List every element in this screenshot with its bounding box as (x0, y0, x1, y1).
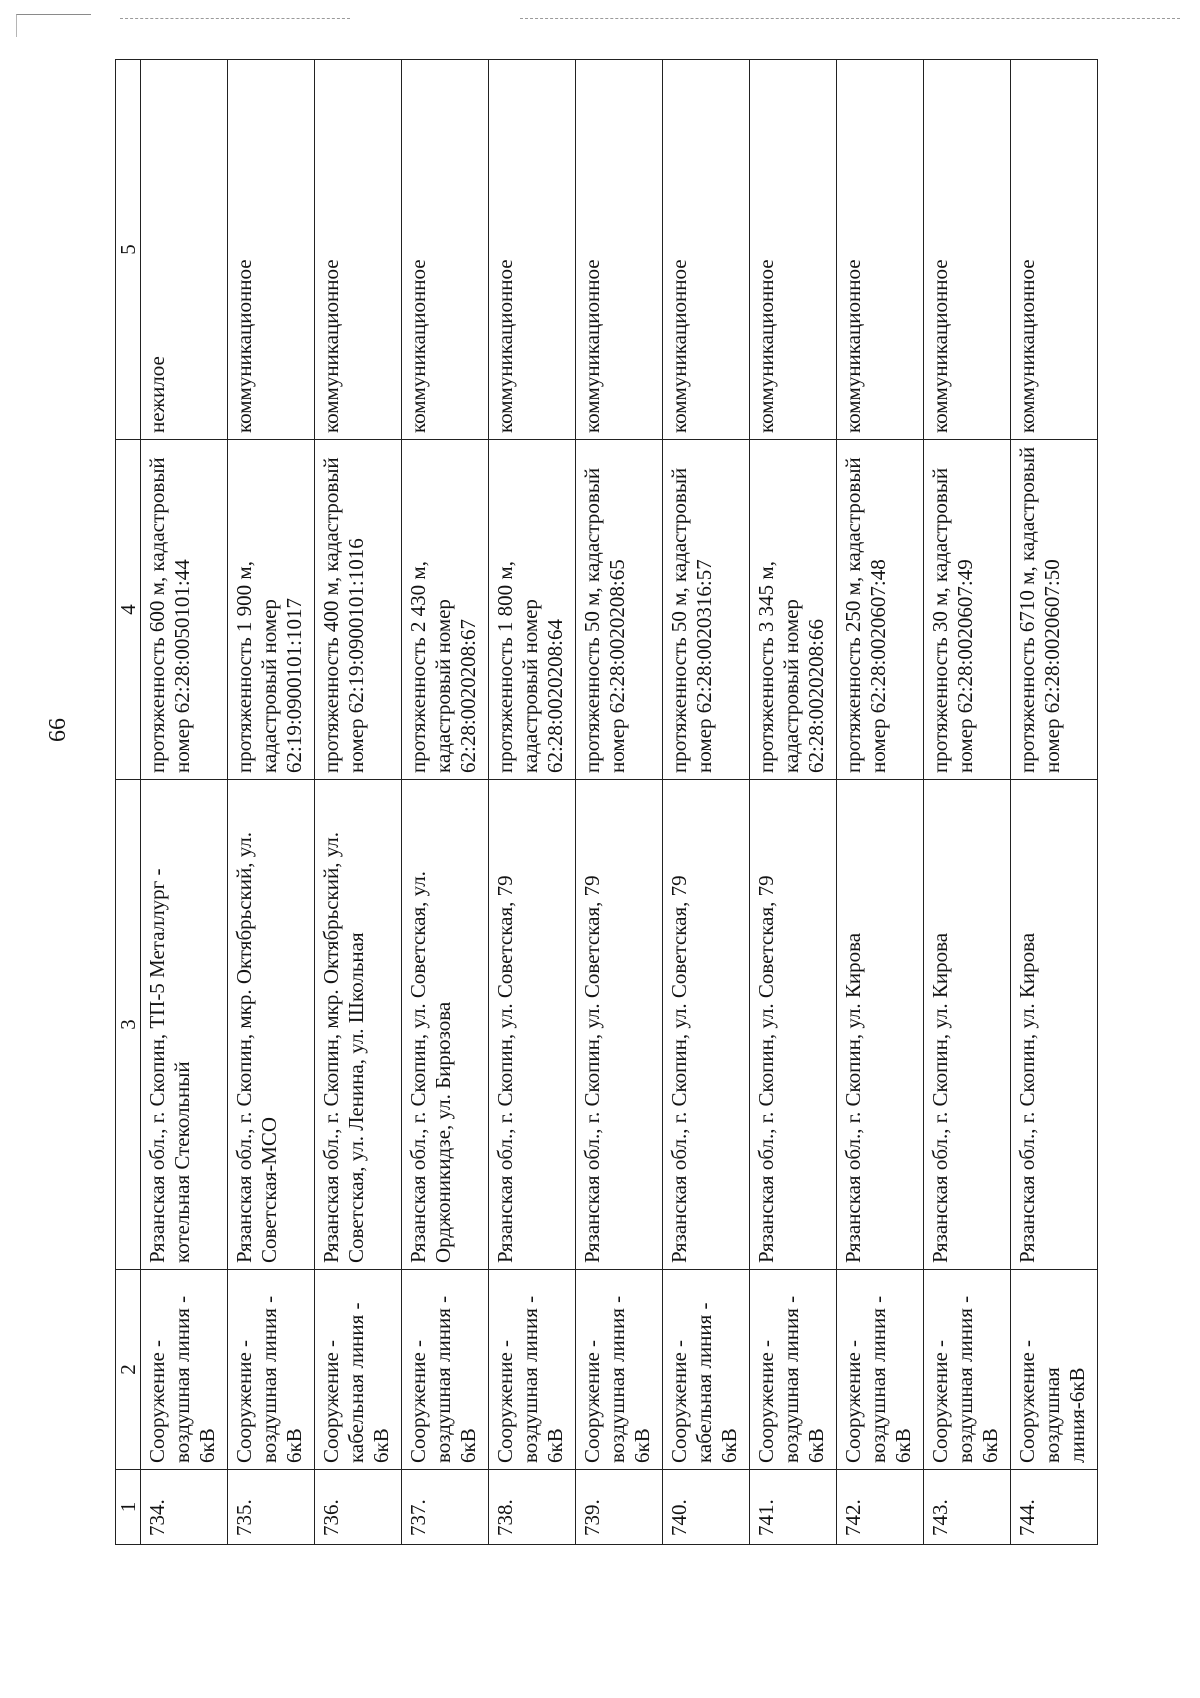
row-number: 743. (924, 1470, 1011, 1545)
object-address: Рязанская обл., г. Скопин, ТП-5 Металлург - котельная Стекольный (141, 780, 228, 1270)
object-purpose: коммуникационное (750, 60, 837, 440)
row-number: 735. (228, 1470, 315, 1545)
object-characteristics: протяженность 50 м, кадастровый номер 62:28:0020208:65 (576, 440, 663, 780)
table-row (837, 60, 924, 1545)
table-row (750, 60, 837, 1545)
rotated-page-content (115, 60, 1090, 1545)
column-header: 3 (116, 780, 141, 1270)
table-row (228, 60, 315, 1545)
object-purpose: коммуникационное (402, 60, 489, 440)
object-address: Рязанская обл., г. Скопин, мкр. Октябрьский, ул. Советская, ул. Ленина, ул. Школьная (315, 780, 402, 1270)
object-address: Рязанская обл., г. Скопин, ул. Кирова (924, 780, 1011, 1270)
object-purpose: коммуникационное (924, 60, 1011, 440)
object-name: Сооружение - воздушная линия - 6кВ (750, 1270, 837, 1470)
property-table (115, 59, 1098, 1545)
object-name: Сооружение - воздушная линия - 6кВ (141, 1270, 228, 1470)
object-name: Сооружение - воздушная линия-6кВ (1011, 1270, 1098, 1470)
object-characteristics: протяженность 600 м, кадастровый номер 62:28:0050101:44 (141, 440, 228, 780)
object-purpose: коммуникационное (315, 60, 402, 440)
object-address: Рязанская обл., г. Скопин, ул. Советская, 79 (750, 780, 837, 1270)
column-header: 5 (116, 60, 141, 440)
table-row (402, 60, 489, 1545)
table-row (141, 60, 228, 1545)
object-address: Рязанская обл., г. Скопин, ул. Кирова (837, 780, 924, 1270)
object-purpose: нежилое (141, 60, 228, 440)
row-number: 742. (837, 1470, 924, 1545)
table-row (924, 60, 1011, 1545)
object-name: Сооружение - воздушная линия - 6кВ (576, 1270, 663, 1470)
object-characteristics: протяженность 6710 м, кадастровый номер 62:28:0020607:50 (1011, 440, 1098, 780)
object-name: Сооружение - воздушная линия - 6кВ (837, 1270, 924, 1470)
row-number: 737. (402, 1470, 489, 1545)
scan-top-rule (520, 18, 1180, 19)
object-name: Сооружение - воздушная линия - 6кВ (489, 1270, 576, 1470)
column-header: 2 (116, 1270, 141, 1470)
table-row (489, 60, 576, 1545)
row-number: 741. (750, 1470, 837, 1545)
object-address: Рязанская обл., г. Скопин, мкр. Октябрьский, ул. Советская-МСО (228, 780, 315, 1270)
object-characteristics: протяженность 30 м, кадастровый номер 62:28:0020607:49 (924, 440, 1011, 780)
object-characteristics: протяженность 2 430 м, кадастровый номер 62:28:0020208:67 (402, 440, 489, 780)
object-characteristics: протяженность 250 м, кадастровый номер 62:28:0020607:48 (837, 440, 924, 780)
page-number: 66 (45, 718, 71, 742)
object-characteristics: протяженность 400 м, кадастровый номер 62:19:0900101:1016 (315, 440, 402, 780)
object-characteristics: протяженность 50 м, кадастровый номер 62:28:0020316:57 (663, 440, 750, 780)
table-row (663, 60, 750, 1545)
object-purpose: коммуникационное (489, 60, 576, 440)
object-purpose: коммуникационное (228, 60, 315, 440)
object-purpose: коммуникационное (576, 60, 663, 440)
object-name: Сооружение - кабельная линия - 6кВ (315, 1270, 402, 1470)
table-row (315, 60, 402, 1545)
scan-edge-mark (16, 14, 91, 37)
column-header: 1 (116, 1470, 141, 1545)
column-header: 4 (116, 440, 141, 780)
object-address: Рязанская обл., г. Скопин, ул. Советская, ул. Орджоникидзе, ул. Бирюзова (402, 780, 489, 1270)
object-address: Рязанская обл., г. Скопин, ул. Кирова (1011, 780, 1098, 1270)
object-name: Сооружение - воздушная линия - 6кВ (402, 1270, 489, 1470)
table-header-row (116, 60, 141, 1545)
object-purpose: коммуникационное (1011, 60, 1098, 440)
row-number: 739. (576, 1470, 663, 1545)
object-purpose: коммуникационное (837, 60, 924, 440)
row-number: 738. (489, 1470, 576, 1545)
table-row (576, 60, 663, 1545)
table-row (1011, 60, 1098, 1545)
row-number: 744. (1011, 1470, 1098, 1545)
scan-top-rule (120, 18, 350, 19)
object-characteristics: протяженность 1 800 м, кадастровый номер 62:28:0020208:64 (489, 440, 576, 780)
row-number: 734. (141, 1470, 228, 1545)
object-address: Рязанская обл., г. Скопин, ул. Советская, 79 (576, 780, 663, 1270)
object-characteristics: протяженность 3 345 м, кадастровый номер 62:28:0020208:66 (750, 440, 837, 780)
object-address: Рязанская обл., г. Скопин, ул. Советская, 79 (489, 780, 576, 1270)
object-address: Рязанская обл., г. Скопин, ул. Советская, 79 (663, 780, 750, 1270)
row-number: 740. (663, 1470, 750, 1545)
object-purpose: коммуникационное (663, 60, 750, 440)
object-characteristics: протяженность 1 900 м, кадастровый номер 62:19:0900101:1017 (228, 440, 315, 780)
object-name: Сооружение - кабельная линия - 6кВ (663, 1270, 750, 1470)
object-name: Сооружение - воздушная линия - 6кВ (924, 1270, 1011, 1470)
object-name: Сооружение - воздушная линия - 6кВ (228, 1270, 315, 1470)
row-number: 736. (315, 1470, 402, 1545)
